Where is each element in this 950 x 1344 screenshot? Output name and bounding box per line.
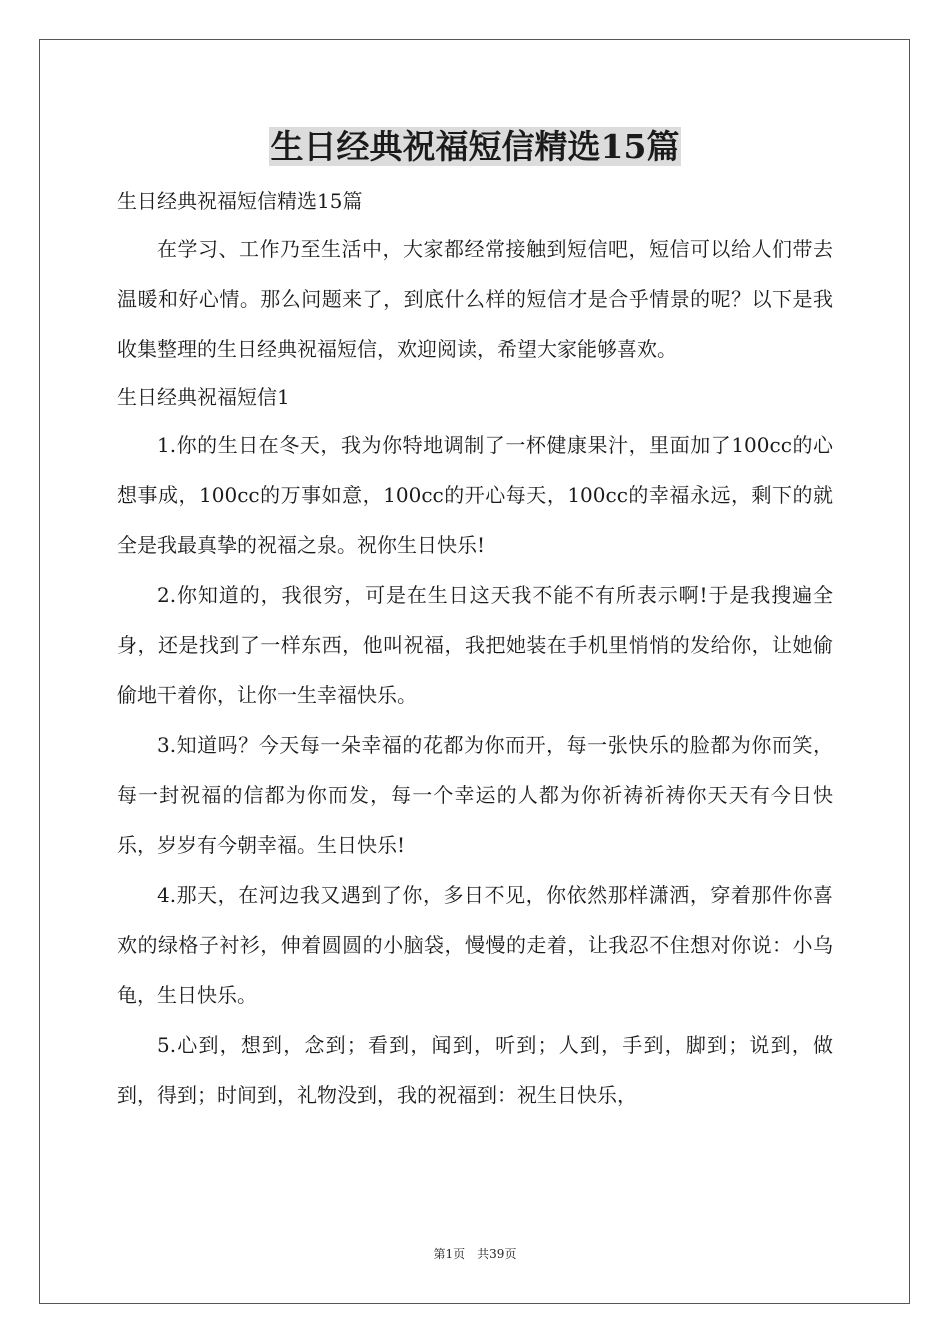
list-item: 3.知道吗？今天每一朵幸福的花都为你而开，每一张快乐的脸都为你而笑，每一封祝福的信都为你而发，每一个幸运的人都为你祈祷祈祷你天天有今日快乐，岁岁有今朝幸福。生日快乐!: [117, 733, 833, 857]
section-heading: 生日经典祝福短信1: [117, 385, 290, 409]
document-title-text: 生日经典祝福短信精选15篇: [270, 127, 680, 166]
intro-paragraph: 在学习、工作乃至生活中，大家都经常接触到短信吧，短信可以给人们带去温暖和好心情。那么问题来了，到底什么样的短信才是合乎情景的呢？以下是我收集整理的生日经典祝福短信，欢迎阅读，希望大家能够喜欢。: [117, 237, 833, 361]
list-item: 4.那天，在河边我又遇到了你，多日不见，你依然那样潇洒，穿着那件你喜欢的绿格子衬衫，伸着圆圆的小脑袋，慢慢的走着，让我忍不住想对你说：小乌龟，生日快乐。: [117, 883, 833, 1007]
list-item: 1.你的生日在冬天，我为你特地调制了一杯健康果汁，里面加了100cc的心想事成，100cc的万事如意，100cc的开心每天，100cc的幸福永远，剩下的就全是我最真挚的祝福之泉。祝你生日快乐!: [117, 433, 833, 557]
document-body: [117, 178, 833, 1120]
document-subtitle: 生日经典祝福短信精选15篇: [117, 189, 363, 213]
list-item: 5.心到，想到，念到；看到，闻到，听到；人到，手到，脚到；说到，做到，得到；时间到，礼物没到，我的祝福到：祝生日快乐，: [117, 1033, 833, 1107]
page-number: 第1页: [433, 1247, 466, 1261]
document-title: [0, 124, 950, 170]
page-total: 共39页: [477, 1247, 517, 1261]
page-footer: [0, 1245, 950, 1262]
list-item: 2.你知道的，我很穷，可是在生日这天我不能不有所表示啊!于是我搜遍全身，还是找到了一样东西，他叫祝福，我把她装在手机里悄悄的发给你，让她偷偷地干着你，让你一生幸福快乐。: [117, 583, 833, 707]
